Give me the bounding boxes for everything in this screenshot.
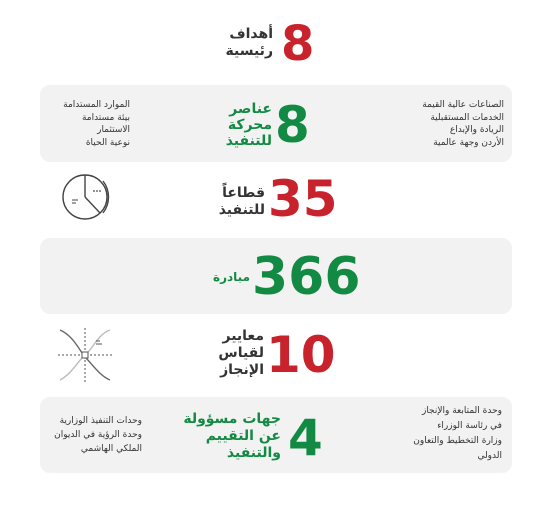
goals-number: 8 [281,16,315,72]
entities-label-line2: عن التقييم [205,428,281,444]
clock-icon [56,170,114,224]
list-item: في رئاسة الوزراء [437,421,502,431]
sectors-label [219,185,265,219]
goals-label [226,26,273,60]
initiatives-label: مبادرة [213,270,250,284]
list-item: الملكي الهاشمي [80,444,142,454]
chart-icon [56,326,114,384]
drivers-label-line1: عناصر [229,101,272,117]
entities-label-line3: والتنفيذ [226,445,281,461]
drivers-left-list [63,99,130,149]
list-item: الموارد المستدامة [63,100,130,110]
drivers-right-list [422,99,504,149]
sectors-label-line1: قطاعاً [222,185,265,201]
criteria-label [218,328,264,379]
criteria-number: 10 [266,326,336,384]
list-item: الصناعات عالية القيمة [422,100,504,110]
list-item: الخدمات المستقبلية [430,112,504,123]
criteria-label-line2: لقياس [218,345,264,361]
list-item: الريادة والإبداع [449,125,504,135]
list-item: وزارة التخطيط والتعاون [413,436,502,446]
list-item: الأردن وجهة عالمية [433,137,504,148]
goals-label-line2: رئيسية [225,43,273,59]
list-item: الدولي [477,451,502,461]
list-item: وحدات التنفيذ الوزارية [59,416,142,426]
list-item: بيئة مستدامة [81,112,130,123]
entities-label [183,411,281,462]
list-item: نوعية الحياة [85,137,130,148]
initiatives-number: 366 [252,247,361,307]
drivers-number: 8 [275,96,310,154]
entities-left-list [54,414,142,456]
list-item: وحدة الرؤية في الديوان [54,430,142,440]
goals-label-line1: أهداف [229,26,273,42]
drivers-label [226,101,272,149]
drivers-label-line2: محركة [227,117,272,133]
entities-right-list [413,404,502,464]
entities-number: 4 [288,409,323,467]
criteria-label-line3: الإنجاز [220,362,264,378]
sectors-label-line2: للتنفيذ [218,202,265,218]
list-item: الاستثمار [97,125,130,135]
drivers-label-line3: للتنفيذ [225,133,272,149]
sectors-number: 35 [268,170,338,228]
criteria-label-line1: معايير [222,328,264,344]
entities-label-line1: جهات مسؤولة [183,411,281,427]
list-item: وحدة المتابعة والإنجاز [421,406,502,416]
